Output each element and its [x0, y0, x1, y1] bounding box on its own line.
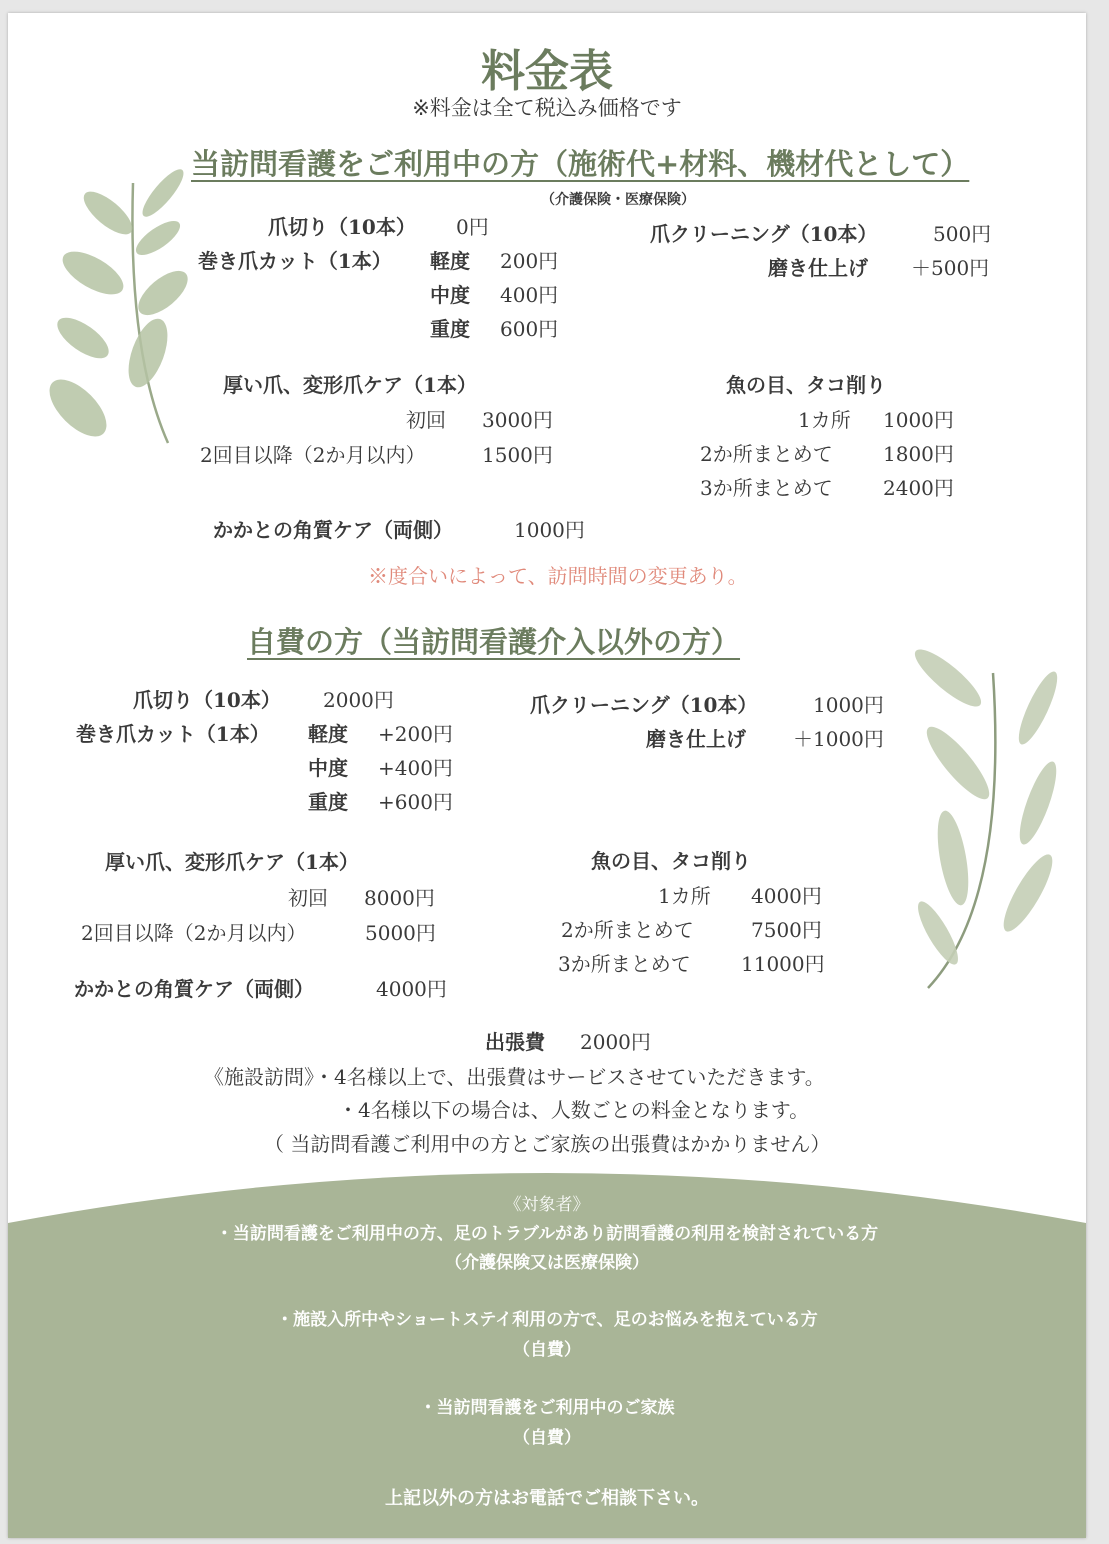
s2-polish-label: 磨き仕上げ: [646, 727, 746, 751]
s1-thick-first-label: 初回: [406, 408, 446, 432]
s1-corn-label: 魚の目、タコ削り: [726, 373, 886, 397]
s2-corn-label: 魚の目、タコ削り: [591, 849, 751, 873]
s2-nail-clean-price: 1000円: [813, 693, 884, 717]
s2-nail-clean-label: 爪クリーニング（10本）: [530, 693, 758, 717]
s1-nail-clean-price: 500円: [933, 222, 992, 246]
s2-ingrown-moderate-price: +400円: [378, 756, 453, 780]
s1-nail-clean-label: 爪クリーニング（10本）: [650, 222, 878, 246]
s1-nail-cut-price: 0円: [456, 215, 489, 239]
target-item-2-note: （自費）: [513, 1340, 581, 1360]
s1-ingrown-label: 巻き爪カット（1本）: [198, 249, 392, 273]
s1-ingrown-severe-label: 重度: [430, 317, 470, 341]
s1-ingrown-severe-price: 600円: [500, 317, 559, 341]
s2-ingrown-mild-price: +200円: [378, 722, 453, 746]
s1-thick-repeat-price: 1500円: [482, 443, 553, 467]
travel-fee-label: 出張費: [485, 1030, 545, 1054]
s2-corn-three-label: 3か所まとめて: [558, 952, 691, 976]
s1-heel-label: かかとの角質ケア（両側）: [213, 518, 453, 542]
tax-note: ※料金は全て税込み価格です: [412, 96, 682, 120]
s2-thick-repeat-price: 5000円: [365, 921, 436, 945]
s1-corn-three-label: 3か所まとめて: [700, 476, 833, 500]
s1-polish-label: 磨き仕上げ: [768, 256, 868, 280]
s2-corn-three-price: 11000円: [741, 952, 825, 976]
s2-ingrown-severe-label: 重度: [308, 790, 348, 814]
s1-thick-nail-label: 厚い爪、変形爪ケア（1本）: [223, 373, 477, 397]
target-item-3: ・当訪問看護をご利用中のご家族: [419, 1398, 675, 1418]
target-item-2: ・施設入所中やショートステイ利用の方で、足のお悩みを抱えている方: [276, 1310, 818, 1330]
travel-fee-price: 2000円: [580, 1030, 651, 1054]
section2-heading: 自費の方（当訪問看護介入以外の方）: [247, 625, 741, 659]
s1-corn-two-label: 2か所まとめて: [700, 442, 833, 466]
s1-thick-first-price: 3000円: [482, 408, 553, 432]
s1-ingrown-moderate-label: 中度: [430, 283, 470, 307]
s2-ingrown-label: 巻き爪カット（1本）: [76, 722, 270, 746]
s2-ingrown-moderate-label: 中度: [308, 756, 348, 780]
s2-corn-one-price: 4000円: [751, 884, 822, 908]
s1-heel-price: 1000円: [514, 518, 585, 542]
s2-thick-repeat-label: 2回目以降（2か月以内）: [81, 921, 307, 945]
s1-nail-cut-label: 爪切り（10本）: [268, 215, 416, 239]
target-item-3-note: （自費）: [513, 1428, 581, 1448]
s2-thick-first-price: 8000円: [364, 886, 435, 910]
s1-ingrown-moderate-price: 400円: [500, 283, 559, 307]
contact-footer: 上記以外の方はお電話でご相談下さい。: [385, 1488, 709, 1509]
s2-ingrown-severe-price: +600円: [378, 790, 453, 814]
s2-thick-nail-label: 厚い爪、変形爪ケア（1本）: [105, 850, 359, 874]
leaf-branch-right-icon: [898, 633, 1063, 1003]
s2-corn-one-label: 1カ所: [658, 884, 711, 908]
s1-polish-price: ＋500円: [911, 256, 990, 280]
price-sheet: [8, 13, 1086, 1538]
s1-corn-one-price: 1000円: [883, 408, 954, 432]
s1-ingrown-mild-price: 200円: [500, 249, 559, 273]
s2-nail-cut-label: 爪切り（10本）: [133, 688, 281, 712]
target-item-1-note: （介護保険又は医療保険）: [445, 1253, 649, 1273]
section1-subheading: （介護保険・医療保険）: [541, 192, 695, 208]
s1-corn-three-price: 2400円: [883, 476, 954, 500]
s2-corn-two-price: 7500円: [751, 918, 822, 942]
s2-polish-price: ＋1000円: [793, 727, 884, 751]
travel-note-2: ・4名様以下の場合は、人数ごとの料金となります。: [338, 1098, 810, 1122]
s2-corn-two-label: 2か所まとめて: [561, 918, 694, 942]
visit-time-note: ※度合いによって、訪問時間の変更あり。: [368, 564, 748, 588]
s2-nail-cut-price: 2000円: [323, 688, 394, 712]
s1-thick-repeat-label: 2回目以降（2か月以内）: [200, 443, 426, 467]
travel-note-3: （ 当訪問看護ご利用中の方とご家族の出張費はかかりません）: [264, 1132, 831, 1156]
s1-corn-one-label: 1カ所: [798, 408, 851, 432]
s2-heel-label: かかとの角質ケア（両側）: [74, 977, 314, 1001]
section1-heading: 当訪問看護をご利用中の方（施術代+材料、機材代として）: [191, 147, 970, 181]
s1-corn-two-price: 1800円: [883, 442, 954, 466]
s2-thick-first-label: 初回: [288, 886, 328, 910]
target-title: 《対象者》: [504, 1195, 590, 1215]
page-title: 料金表: [481, 46, 613, 97]
s2-ingrown-mild-label: 軽度: [308, 722, 348, 746]
s2-heel-price: 4000円: [376, 977, 447, 1001]
s1-ingrown-mild-label: 軽度: [430, 249, 470, 273]
travel-note-1: 《施設訪問》・4名様以上で、出張費はサービスさせていただきます。: [204, 1065, 825, 1089]
target-item-1: ・当訪問看護をご利用中の方、足のトラブルがあり訪問看護の利用を検討されている方: [215, 1224, 879, 1244]
